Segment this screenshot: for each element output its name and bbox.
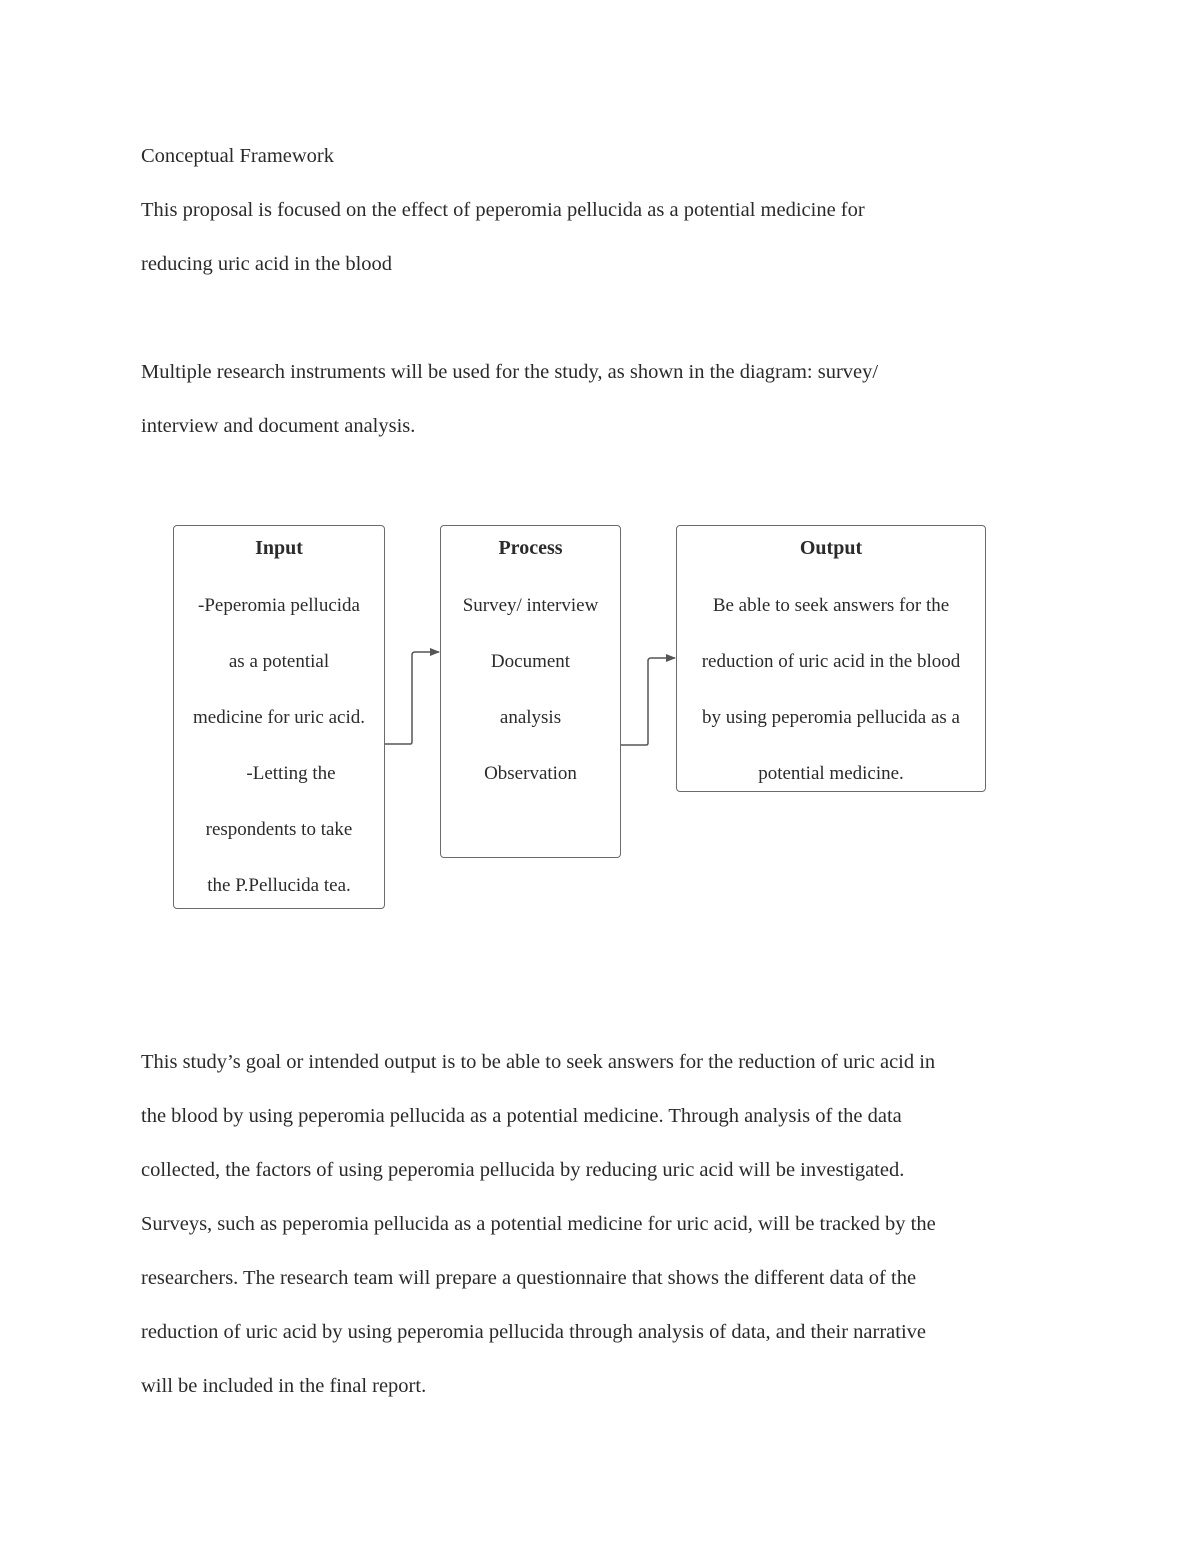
conclusion-line-4: Surveys, such as peperomia pellucida as a potential medicine for uric acid, will be tracked by the [141,1213,936,1235]
page-title: Conceptual Framework [141,145,334,167]
output-title: Output [799,537,863,559]
intro-line-2: reducing uric acid in the blood [141,253,393,275]
input-line-1: -Peperomia pellucida [198,595,360,616]
instruments-line-1: Multiple research instruments will be used for the study, as shown in the diagram: survey/ [141,361,879,383]
input-box [173,525,385,909]
process-line-1: Survey/ interview [462,595,599,616]
input-line-5: respondents to take [205,819,353,840]
input-title: Input [255,537,303,559]
instruments-line-2: interview and document analysis. [141,415,416,437]
input-line-4: -Letting the [246,763,336,784]
process-box [440,525,621,858]
output-line-3: by using peperomia pellucida as a [701,707,960,728]
intro-line-1: This proposal is focused on the effect of peperomia pellucida as a potential medicine for [141,199,865,221]
conclusion-line-2: the blood by using peperomia pellucida as a potential medicine. Through analysis of the data [141,1105,902,1127]
process-line-4: Observation [484,763,577,784]
output-line-2: reduction of uric acid in the blood [701,651,961,672]
conclusion-line-3: collected, the factors of using peperomia pellucida by reducing uric acid will be investigated. [141,1159,905,1181]
input-line-3: medicine for uric acid. [193,707,365,728]
conclusion-line-1: This study’s goal or intended output is to be able to seek answers for the reduction of uric acid in [141,1051,936,1073]
output-line-4: potential medicine. [758,763,904,784]
conclusion-line-6: reduction of uric acid by using peperomia pellucida through analysis of data, and their narrative [141,1321,926,1343]
process-title: Process [498,537,563,559]
conclusion-line-5: researchers. The research team will prepare a questionnaire that shows the different data of the [141,1267,917,1289]
input-line-6: the P.Pellucida tea. [207,875,351,896]
output-line-1: Be able to seek answers for the [712,595,950,616]
output-box [676,525,986,792]
conclusion-line-7: will be included in the final report. [141,1375,427,1397]
input-to-process-arrow [385,652,439,744]
process-line-2: Document [490,651,571,672]
process-to-output-arrow [621,658,675,745]
input-line-2: as a potential [228,651,330,672]
process-line-3: analysis [499,707,562,728]
